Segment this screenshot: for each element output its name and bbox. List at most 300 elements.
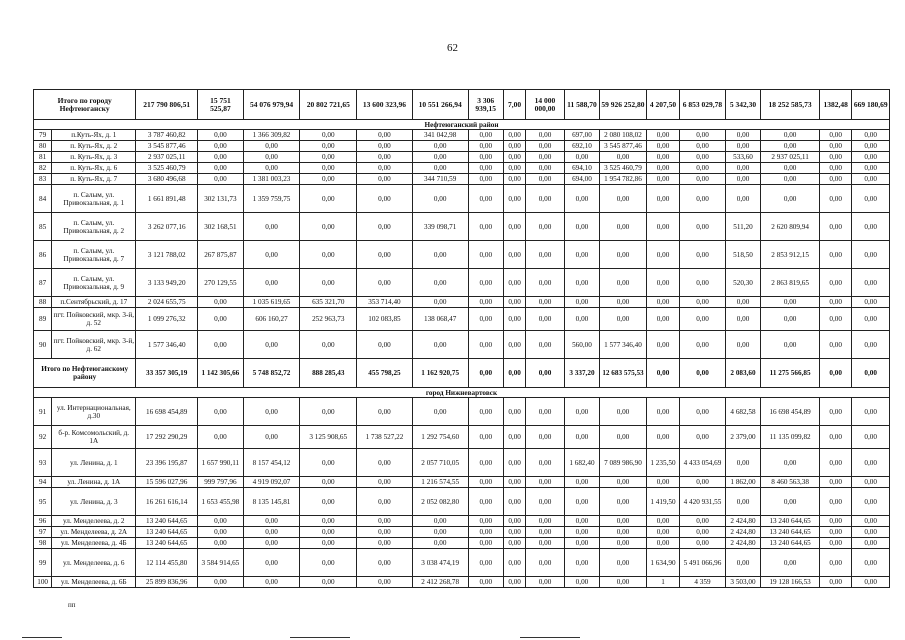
value-cell: 13 240 644,65 [761, 538, 820, 549]
district-subtotal-row [34, 359, 890, 388]
value-cell: 138 068,47 [412, 308, 468, 331]
table-row [34, 398, 890, 426]
value-cell: 0,00 [503, 213, 525, 241]
value-cell: 0,00 [819, 516, 851, 527]
value-cell: 0,00 [357, 549, 413, 577]
bottom-line-left [22, 637, 62, 638]
value-cell: 0,00 [503, 241, 525, 269]
value-cell: 0,00 [468, 449, 503, 477]
value-cell: 0,00 [357, 185, 413, 213]
value-cell: 0,00 [819, 152, 851, 163]
value-cell: 0,00 [468, 477, 503, 488]
value-cell: 0,00 [680, 398, 726, 426]
value-cell: 0,00 [725, 174, 760, 185]
value-cell: 0,00 [300, 130, 357, 141]
value-cell: 12 114 455,80 [136, 549, 198, 577]
value-cell: 0,00 [646, 241, 679, 269]
row-number: 99 [34, 549, 52, 577]
value-cell: 25 899 836,96 [136, 577, 198, 588]
value-cell: 0,00 [526, 477, 564, 488]
address-cell: ул. Интернациональная, д.30 [52, 398, 136, 426]
value-cell: 4 359 [680, 577, 726, 588]
total-cell: 54 076 979,94 [243, 90, 300, 120]
value-cell: 0,00 [526, 488, 564, 516]
value-cell: 3 787 460,82 [136, 130, 198, 141]
value-cell: 3 545 877,46 [136, 141, 198, 152]
value-cell: 0,00 [468, 549, 503, 577]
value-cell: 0,00 [300, 577, 357, 588]
row-number: 94 [34, 477, 52, 488]
value-cell: 0,00 [357, 577, 413, 588]
value-cell: 0,00 [503, 174, 525, 185]
value-cell: 0,00 [564, 549, 599, 577]
value-cell: 0,00 [852, 185, 890, 213]
value-cell: 0,00 [243, 163, 300, 174]
value-cell: 344 710,59 [412, 174, 468, 185]
value-cell: 0,00 [680, 516, 726, 527]
total-cell: 5 342,30 [725, 90, 760, 120]
total-cell: 12 683 575,53 [600, 359, 647, 388]
value-cell: 0,00 [503, 549, 525, 577]
value-cell: 0,00 [468, 516, 503, 527]
value-cell: 0,00 [503, 527, 525, 538]
address-cell: п. Куть-Ях, д. 7 [52, 174, 136, 185]
value-cell: 23 396 195,87 [136, 449, 198, 477]
value-cell: 0,00 [761, 163, 820, 174]
value-cell: 0,00 [646, 398, 679, 426]
value-cell: 16 261 616,14 [136, 488, 198, 516]
value-cell: 0,00 [412, 163, 468, 174]
value-cell: 0,00 [526, 577, 564, 588]
value-cell: 0,00 [357, 398, 413, 426]
table-row [34, 174, 890, 185]
value-cell: 0,00 [680, 477, 726, 488]
value-cell: 0,00 [468, 488, 503, 516]
value-cell: 0,00 [503, 130, 525, 141]
value-cell: 302 168,51 [198, 213, 244, 241]
address-cell: п. Салым, ул. Привокзальная, д. 1 [52, 185, 136, 213]
value-cell: 341 042,98 [412, 130, 468, 141]
address-cell: п. Куть-Ях, д. 3 [52, 152, 136, 163]
value-cell: 0,00 [412, 331, 468, 359]
value-cell: 1 099 276,32 [136, 308, 198, 331]
total-cell: 455 798,25 [357, 359, 413, 388]
value-cell: 0,00 [468, 426, 503, 449]
address-cell: ул. Менделеева, д. 2А [52, 527, 136, 538]
value-cell: 0,00 [300, 174, 357, 185]
address-cell: ул. Ленина, д. 1 [52, 449, 136, 477]
value-cell: 0,00 [725, 488, 760, 516]
value-cell: 0,00 [300, 488, 357, 516]
total-cell: 14 000 000,00 [526, 90, 564, 120]
address-cell: п. Куть-Ях, д. 6 [52, 163, 136, 174]
address-cell: ул. Менделеева, д. 6Б [52, 577, 136, 588]
value-cell: 0,00 [503, 163, 525, 174]
value-cell: 0,00 [243, 538, 300, 549]
value-cell: 0,00 [646, 185, 679, 213]
value-cell: 0,00 [198, 163, 244, 174]
value-cell: 0,00 [852, 488, 890, 516]
value-cell: 0,00 [725, 163, 760, 174]
value-cell: 0,00 [852, 398, 890, 426]
value-cell: 0,00 [243, 516, 300, 527]
table-row [34, 241, 890, 269]
value-cell: 0,00 [526, 449, 564, 477]
value-cell: 0,00 [680, 174, 726, 185]
value-cell: 0,00 [564, 538, 599, 549]
value-cell: 1 682,40 [564, 449, 599, 477]
value-cell: 1 634,90 [646, 549, 679, 577]
address-cell: ул. Ленина, д. 3 [52, 488, 136, 516]
total-cell: 2 083,60 [725, 359, 760, 388]
value-cell: 0,00 [819, 426, 851, 449]
value-cell: 0,00 [300, 152, 357, 163]
value-cell: 353 714,40 [357, 297, 413, 308]
value-cell: 0,00 [680, 141, 726, 152]
section-title: Нефтеюганский район [34, 120, 890, 130]
value-cell: 0,00 [564, 516, 599, 527]
value-cell: 0,00 [819, 331, 851, 359]
value-cell: 0,00 [725, 331, 760, 359]
value-cell: 0,00 [646, 174, 679, 185]
value-cell: 0,00 [357, 141, 413, 152]
value-cell: 0,00 [564, 527, 599, 538]
value-cell: 0,00 [680, 269, 726, 297]
total-cell: 669 180,69 [852, 90, 890, 120]
value-cell: 0,00 [468, 398, 503, 426]
total-cell: 6 853 029,78 [680, 90, 726, 120]
total-cell: 33 357 305,19 [136, 359, 198, 388]
value-cell: 3 262 077,16 [136, 213, 198, 241]
value-cell: 5 491 066,96 [680, 549, 726, 577]
value-cell: 0,00 [680, 308, 726, 331]
value-cell: 0,00 [600, 527, 647, 538]
value-cell: 0,00 [646, 426, 679, 449]
value-cell: 13 240 644,65 [761, 527, 820, 538]
value-cell: 0,00 [198, 308, 244, 331]
value-cell: 0,00 [526, 185, 564, 213]
value-cell: 0,00 [600, 516, 647, 527]
total-cell: 10 551 266,94 [412, 90, 468, 120]
row-number: 96 [34, 516, 52, 527]
value-cell: 4 919 092,07 [243, 477, 300, 488]
value-cell: 0,00 [243, 241, 300, 269]
table-row [34, 141, 890, 152]
value-cell: 13 240 644,65 [136, 538, 198, 549]
value-cell: 0,00 [725, 141, 760, 152]
value-cell: 0,00 [300, 549, 357, 577]
value-cell: 1 954 782,86 [600, 174, 647, 185]
value-cell: 0,00 [243, 213, 300, 241]
value-cell: 0,00 [198, 426, 244, 449]
value-cell: 0,00 [526, 308, 564, 331]
value-cell: 0,00 [600, 269, 647, 297]
total-cell: 0,00 [680, 359, 726, 388]
row-number: 100 [34, 577, 52, 588]
value-cell: 1 292 754,60 [412, 426, 468, 449]
value-cell: 0,00 [503, 538, 525, 549]
value-cell: 2 863 819,65 [761, 269, 820, 297]
value-cell: 13 240 644,65 [761, 516, 820, 527]
address-cell: пгт. Пойковский, мкр. 3-й, д. 62 [52, 331, 136, 359]
value-cell: 0,00 [725, 130, 760, 141]
value-cell: 13 240 644,65 [136, 516, 198, 527]
value-cell: 0,00 [725, 449, 760, 477]
value-cell: 0,00 [412, 152, 468, 163]
value-cell: 0,00 [300, 516, 357, 527]
table-row [34, 577, 890, 588]
value-cell: 694,10 [564, 163, 599, 174]
value-cell: 999 797,96 [198, 477, 244, 488]
value-cell: 0,00 [468, 308, 503, 331]
value-cell: 0,00 [300, 141, 357, 152]
value-cell: 0,00 [646, 163, 679, 174]
table-row [34, 549, 890, 577]
value-cell: 0,00 [526, 141, 564, 152]
value-cell: 0,00 [300, 269, 357, 297]
value-cell: 0,00 [503, 269, 525, 297]
value-cell: 0,00 [761, 174, 820, 185]
value-cell: 0,00 [819, 185, 851, 213]
total-cell: 0,00 [468, 359, 503, 388]
value-cell: 0,00 [852, 241, 890, 269]
table-row [34, 488, 890, 516]
register-table [33, 89, 890, 588]
value-cell: 3 503,00 [725, 577, 760, 588]
address-cell: п.Куть-Ях, д. 1 [52, 130, 136, 141]
table-row [34, 308, 890, 331]
value-cell: 0,00 [819, 577, 851, 588]
value-cell: 0,00 [412, 141, 468, 152]
value-cell: 0,00 [526, 527, 564, 538]
total-cell: 5 748 852,72 [243, 359, 300, 388]
value-cell: 2 052 082,80 [412, 488, 468, 516]
value-cell: 0,00 [600, 426, 647, 449]
total-cell: 217 790 806,51 [136, 90, 198, 120]
value-cell: 1 419,50 [646, 488, 679, 516]
value-cell: 8 135 145,81 [243, 488, 300, 516]
value-cell: 0,00 [468, 538, 503, 549]
total-cell: 20 802 721,65 [300, 90, 357, 120]
value-cell: 1 035 619,65 [243, 297, 300, 308]
address-cell: пгт. Пойковский, мкр. 3-й, д. 52 [52, 308, 136, 331]
value-cell: 2 620 809,94 [761, 213, 820, 241]
value-cell: 3 545 877,46 [600, 141, 647, 152]
value-cell: 0,00 [468, 297, 503, 308]
value-cell: 0,00 [680, 163, 726, 174]
value-cell: 0,00 [725, 549, 760, 577]
value-cell: 0,00 [468, 269, 503, 297]
value-cell: 0,00 [243, 269, 300, 297]
value-cell: 0,00 [852, 549, 890, 577]
value-cell: 0,00 [852, 130, 890, 141]
value-cell: 0,00 [819, 130, 851, 141]
row-number: 88 [34, 297, 52, 308]
value-cell: 0,00 [564, 213, 599, 241]
value-cell: 3 525 460,79 [600, 163, 647, 174]
value-cell: 0,00 [198, 577, 244, 588]
value-cell: 0,00 [819, 174, 851, 185]
value-cell: 0,00 [819, 527, 851, 538]
value-cell: 0,00 [761, 130, 820, 141]
row-number: 90 [34, 331, 52, 359]
city-total-row [34, 90, 890, 120]
address-cell: ул. Менделеева, д. 6 [52, 549, 136, 577]
value-cell: 0,00 [761, 141, 820, 152]
table-row [34, 163, 890, 174]
value-cell: 2 937 025,11 [136, 152, 198, 163]
value-cell: 0,00 [468, 527, 503, 538]
address-cell: п. Салым, ул. Привокзальная, д. 2 [52, 213, 136, 241]
value-cell: 0,00 [243, 549, 300, 577]
value-cell: 0,00 [852, 141, 890, 152]
value-cell: 0,00 [564, 308, 599, 331]
address-cell: б-р. Комсомольский, д. 1А [52, 426, 136, 449]
value-cell: 1 216 574,55 [412, 477, 468, 488]
value-cell: 0,00 [300, 185, 357, 213]
value-cell: 11 135 099,82 [761, 426, 820, 449]
value-cell: 0,00 [600, 549, 647, 577]
value-cell: 0,00 [503, 426, 525, 449]
total-cell: 11 275 566,85 [761, 359, 820, 388]
value-cell: 0,00 [503, 477, 525, 488]
value-cell: 1 657 990,11 [198, 449, 244, 477]
value-cell: 0,00 [646, 141, 679, 152]
value-cell: 0,00 [852, 331, 890, 359]
table-row [34, 297, 890, 308]
total-cell: 3 337,20 [564, 359, 599, 388]
total-cell: 0,00 [646, 359, 679, 388]
value-cell: 0,00 [503, 449, 525, 477]
value-cell: 15 596 027,96 [136, 477, 198, 488]
value-cell: 0,00 [600, 152, 647, 163]
total-cell: 4 207,50 [646, 90, 679, 120]
total-cell: 15 751 525,87 [198, 90, 244, 120]
value-cell: 0,00 [468, 141, 503, 152]
section-nizhnevartovsk [34, 388, 890, 398]
value-cell: 102 083,85 [357, 308, 413, 331]
value-cell: 16 698 454,89 [761, 398, 820, 426]
row-number: 98 [34, 538, 52, 549]
value-cell: 0,00 [357, 449, 413, 477]
value-cell: 1 738 527,22 [357, 426, 413, 449]
value-cell: 0,00 [526, 549, 564, 577]
value-cell: 0,00 [680, 152, 726, 163]
value-cell: 2 853 912,15 [761, 241, 820, 269]
value-cell: 3 133 949,20 [136, 269, 198, 297]
value-cell: 0,00 [198, 516, 244, 527]
value-cell: 520,30 [725, 269, 760, 297]
value-cell: 2 412 268,78 [412, 577, 468, 588]
value-cell: 0,00 [819, 269, 851, 297]
value-cell: 560,00 [564, 331, 599, 359]
value-cell: 0,00 [526, 130, 564, 141]
value-cell: 0,00 [600, 477, 647, 488]
value-cell: 0,00 [357, 527, 413, 538]
value-cell: 0,00 [300, 477, 357, 488]
value-cell: 0,00 [646, 269, 679, 297]
value-cell: 0,00 [600, 398, 647, 426]
value-cell: 0,00 [300, 331, 357, 359]
value-cell: 0,00 [198, 331, 244, 359]
total-cell: 7,00 [503, 90, 525, 120]
value-cell: 0,00 [819, 538, 851, 549]
value-cell: 0,00 [503, 398, 525, 426]
value-cell: 0,00 [503, 331, 525, 359]
value-cell: 0,00 [852, 516, 890, 527]
section-neftyugansk-district [34, 120, 890, 130]
value-cell: 7 089 986,90 [600, 449, 647, 477]
value-cell: 0,00 [725, 185, 760, 213]
value-cell: 0,00 [761, 297, 820, 308]
value-cell: 0,00 [468, 577, 503, 588]
value-cell: 1 577 346,40 [600, 331, 647, 359]
value-cell: 0,00 [412, 241, 468, 269]
value-cell: 0,00 [198, 141, 244, 152]
value-cell: 0,00 [300, 241, 357, 269]
total-cell: 59 926 252,80 [600, 90, 647, 120]
value-cell: 0,00 [300, 449, 357, 477]
value-cell: 0,00 [357, 538, 413, 549]
value-cell: 0,00 [198, 527, 244, 538]
table-row [34, 538, 890, 549]
value-cell: 339 098,71 [412, 213, 468, 241]
total-cell: 1 162 920,75 [412, 359, 468, 388]
value-cell: 0,00 [412, 538, 468, 549]
value-cell: 0,00 [564, 398, 599, 426]
value-cell: 0,00 [503, 152, 525, 163]
value-cell: 8 460 563,38 [761, 477, 820, 488]
total-cell: 18 252 585,73 [761, 90, 820, 120]
row-number: 91 [34, 398, 52, 426]
value-cell: 0,00 [761, 185, 820, 213]
value-cell: 692,10 [564, 141, 599, 152]
value-cell: 3 038 474,19 [412, 549, 468, 577]
value-cell: 0,00 [412, 185, 468, 213]
value-cell: 0,00 [526, 426, 564, 449]
total-cell: 0,00 [503, 359, 525, 388]
value-cell: 17 292 290,29 [136, 426, 198, 449]
value-cell: 3 125 908,65 [300, 426, 357, 449]
total-cell: 1 142 305,66 [198, 359, 244, 388]
address-cell: п. Салым, ул. Привокзальная, д. 9 [52, 269, 136, 297]
value-cell: 3 525 460,79 [136, 163, 198, 174]
value-cell: 0,00 [468, 331, 503, 359]
value-cell: 0,00 [852, 174, 890, 185]
row-number: 80 [34, 141, 52, 152]
value-cell: 0,00 [357, 269, 413, 297]
value-cell: 0,00 [852, 152, 890, 163]
value-cell: 1 653 455,98 [198, 488, 244, 516]
value-cell: 0,00 [646, 152, 679, 163]
value-cell: 0,00 [646, 213, 679, 241]
row-number: 83 [34, 174, 52, 185]
value-cell: 0,00 [503, 297, 525, 308]
footer-mark: пп [68, 601, 76, 609]
value-cell: 2 057 710,05 [412, 449, 468, 477]
value-cell: 0,00 [819, 213, 851, 241]
value-cell: 0,00 [852, 297, 890, 308]
value-cell: 606 160,27 [243, 308, 300, 331]
value-cell: 0,00 [600, 538, 647, 549]
value-cell: 0,00 [680, 130, 726, 141]
value-cell: 0,00 [600, 241, 647, 269]
value-cell: 0,00 [357, 516, 413, 527]
value-cell: 0,00 [243, 426, 300, 449]
value-cell: 0,00 [198, 130, 244, 141]
value-cell: 0,00 [852, 308, 890, 331]
bottom-line-right [520, 637, 580, 638]
